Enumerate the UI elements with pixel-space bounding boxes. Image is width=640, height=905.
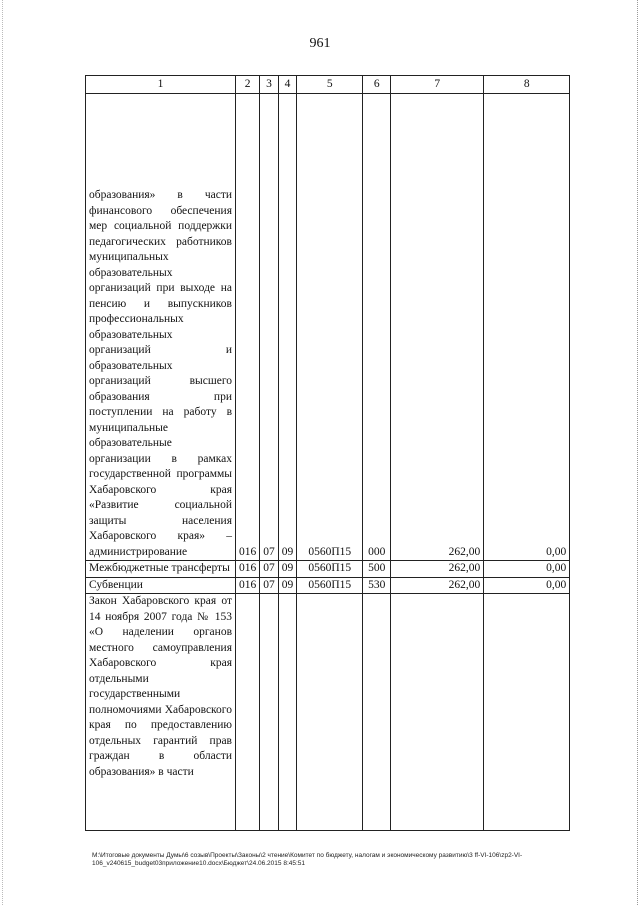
cell-subsection: 09 [278,577,297,594]
cell-amount [391,594,484,831]
cell-section: 07 [260,561,279,578]
header-cell: 7 [391,76,484,94]
cell-target-item: 0560П15 [297,577,363,594]
cell-subsection [278,594,297,831]
scan-edge-right [636,0,638,905]
cell-subsection: 09 [278,561,297,578]
table-row [86,561,570,578]
row-description: Межбюджетные трансферты [86,561,236,578]
scan-edge-left [2,0,4,905]
cell-target-item: 0560П15 [297,94,363,561]
header-cell: 1 [86,76,236,94]
cell-ministry-code: 016 [236,577,260,594]
cell-ministry-code: 016 [236,94,260,561]
cell-amount-2: 0,00 [484,577,570,594]
cell-section: 07 [260,94,279,561]
cell-section: 07 [260,577,279,594]
cell-target-item: 0560П15 [297,561,363,578]
cell-target-item [297,594,363,831]
document-file-path: M:\Итоговые документы Думы\6 созыв\Проекты\Законы\2 чтение\Комитет по бюджету, налогам и экономическому развитию\3 ff-VI-106\zp2-VI-106_v240615_budget03приложение10.docx\Бюджет\24.06.2015 8:45:51 [92,852,523,867]
header-cell: 8 [484,76,570,94]
row-description: Закон Хабаровского края от 14 ноября 2007 года № 153 «О наделении органов местного самоуправления Хабаровского края отдельными государственными полномочиями Хабаровского края по предоставлению отдельных гарантий прав граждан в области образования» в части [86,594,236,831]
row-description: Субвенции [86,577,236,594]
header-cell: 4 [278,76,297,94]
cell-amount-2: 0,00 [484,561,570,578]
cell-section [260,594,279,831]
cell-ministry-code: 016 [236,561,260,578]
cell-amount-2: 0,00 [484,94,570,561]
cell-expense-type [363,594,391,831]
budget-table [85,75,570,831]
cell-expense-type: 000 [363,94,391,561]
table-header-row [86,76,570,94]
header-cell: 3 [260,76,279,94]
cell-expense-type: 530 [363,577,391,594]
cell-ministry-code [236,594,260,831]
table-row [86,577,570,594]
cell-amount-2 [484,594,570,831]
cell-amount: 262,00 [391,577,484,594]
cell-subsection: 09 [278,94,297,561]
table-row [86,594,570,831]
header-cell: 6 [363,76,391,94]
cell-expense-type: 500 [363,561,391,578]
cell-amount: 262,00 [391,94,484,561]
header-cell: 2 [236,76,260,94]
page-number: 961 [309,36,331,51]
cell-amount: 262,00 [391,561,484,578]
row-description: образования» в части финансового обеспечения мер социальной поддержки педагогических работников муниципальных образовательных организаций при выходе на пенсию и выпускников профессиональных образовательных организаций и образовательных организаций высшего образования при поступлении на работу в муниципальные образовательные организации в рамках государственной программы Хабаровского края «Развитие социальной защиты населения Хабаровского края» – администрирование [86,94,236,561]
header-cell: 5 [297,76,363,94]
table-row [86,94,570,561]
